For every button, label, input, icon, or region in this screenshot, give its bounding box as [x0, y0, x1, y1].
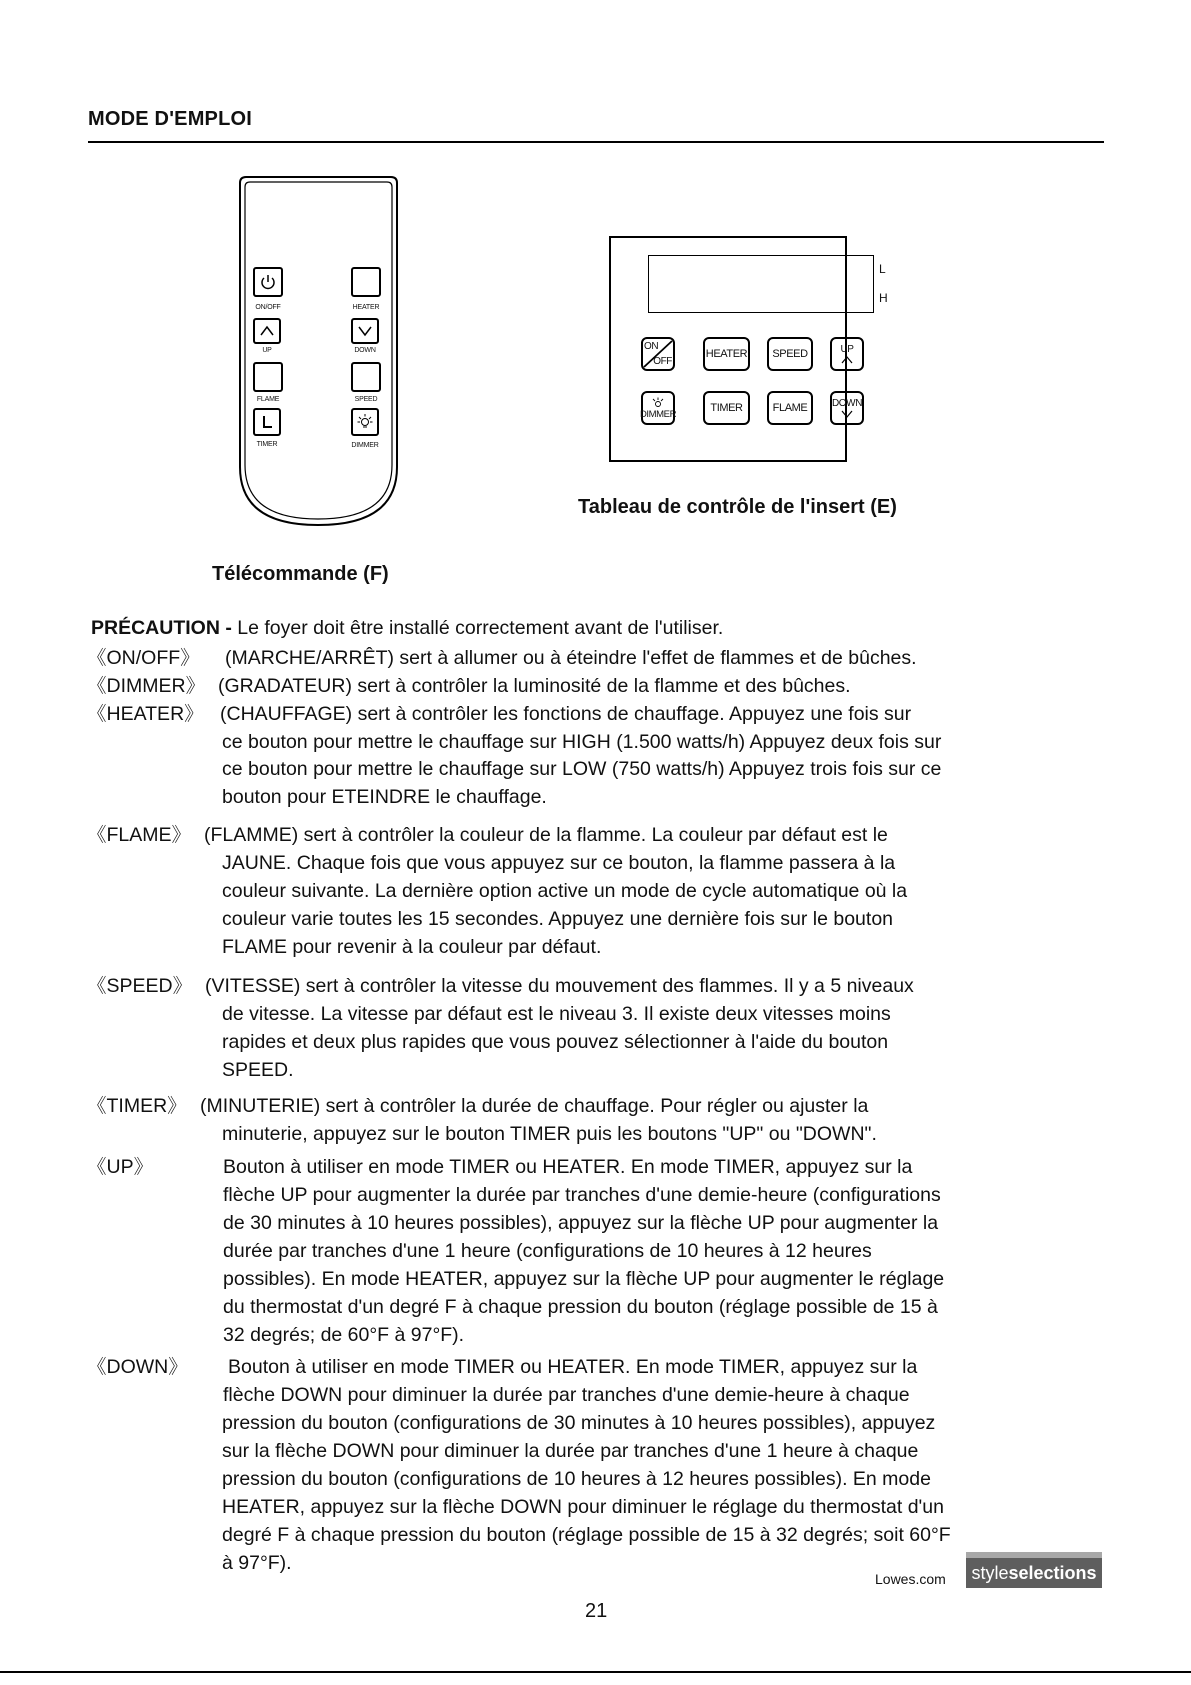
- remote-label-heater: HEATER: [352, 304, 380, 311]
- entry-tag-on-off: 《ON/OFF》: [87, 647, 200, 669]
- entry-line: ce bouton pour mettre le chauffage sur HIGH (1.500 watts/h) Appuyez deux fois sur: [222, 731, 942, 753]
- panel-on-label: ON: [644, 341, 659, 352]
- precaution-label: PRÉCAUTION -: [91, 617, 232, 639]
- remote-speed-button: [351, 362, 381, 392]
- remote-down-button: [351, 318, 379, 344]
- entry-line: SPEED.: [222, 1059, 294, 1081]
- panel-heater-button: [703, 337, 750, 371]
- bulb-icon: [356, 413, 374, 431]
- remote-dimmer-button: [351, 408, 379, 436]
- brand-logo-part-a: style: [971, 1562, 1009, 1583]
- panel-dimmer-button: [641, 391, 675, 425]
- remote-control-illustration: [238, 175, 399, 527]
- panel-up-button: [830, 337, 864, 371]
- panel-dimmer-label: DIMMER: [639, 408, 677, 420]
- entry-line: flèche DOWN pour diminuer la durée par tranches d'une demie-heure à chaque: [223, 1384, 910, 1406]
- entry-line: pression du bouton (configurations de 10 heures à 12 heures possibles). En mode: [222, 1468, 931, 1490]
- entry-line: couleur suivante. La dernière option active un mode de cycle automatique où la: [222, 880, 908, 902]
- remote-timer-button: [253, 408, 281, 436]
- panel-heater-label: HEATER: [705, 347, 748, 360]
- panel-timer-button: [703, 391, 750, 425]
- entry-line: FLAME pour revenir à la couleur par défaut.: [222, 936, 602, 958]
- entry-line: à 97°F).: [222, 1552, 292, 1574]
- entry-line: (FLAMME) sert à contrôler la couleur de la flamme. La couleur par défaut est le: [204, 824, 888, 846]
- entry-tag-flame: 《FLAME》: [87, 824, 192, 846]
- remote-flame-button: [253, 362, 283, 392]
- entry-line: du thermostat d'un degré F à chaque pression du bouton (réglage possible de 15 à: [223, 1296, 938, 1318]
- page-number: 21: [585, 1600, 608, 1622]
- remote-up-button: [253, 318, 281, 344]
- panel-flame-button: [767, 391, 813, 425]
- remote-label-on-off: ON/OFF: [255, 304, 281, 311]
- entry-line: flèche UP pour augmenter la durée par tranches d'une demie-heure (configurations: [223, 1184, 941, 1206]
- entry-line: HEATER, appuyez sur la flèche DOWN pour diminuer le réglage du thermostat d'un: [222, 1496, 944, 1518]
- footer-site: Lowes.com: [875, 1571, 946, 1587]
- remote-power-button: [253, 267, 283, 297]
- entry-line: couleur varie toutes les 15 secondes. Appuyez une dernière fois sur le bouton: [222, 908, 894, 930]
- panel-timer-label: TIMER: [710, 401, 743, 414]
- panel-on-off-button: [641, 337, 675, 371]
- entry-tag-timer: 《TIMER》: [87, 1095, 187, 1117]
- entry-line: (VITESSE) sert à contrôler la vitesse du mouvement des flammes. Il y a 5 niveaux: [205, 975, 914, 997]
- entry-line: ce bouton pour mettre le chauffage sur LOW (750 watts/h) Appuyez trois fois sur ce: [222, 758, 942, 780]
- title-rule: [88, 141, 1104, 143]
- panel-flame-label: FLAME: [772, 401, 808, 414]
- entry-line: Bouton à utiliser en mode TIMER ou HEATER. En mode TIMER, appuyez sur la: [228, 1356, 918, 1378]
- remote-label-timer: TIMER: [256, 441, 278, 448]
- entry-line: pression du bouton (configurations de 30 minutes à 10 heures possibles), appuyez: [222, 1412, 936, 1434]
- precaution-line: [91, 617, 723, 640]
- entry-tag-heater: 《HEATER》: [87, 703, 204, 725]
- power-icon: [259, 273, 277, 291]
- chevron-up-icon: [840, 355, 854, 364]
- entry-tag-dimmer: 《DIMMER》: [87, 675, 206, 697]
- brand-logo-part-b: selections: [1008, 1562, 1097, 1583]
- entry-line: (MINUTERIE) sert à contrôler la durée de chauffage. Pour régler ou ajuster la: [200, 1095, 869, 1117]
- entry-line: sur la flèche DOWN pour diminuer la durée par tranches d'une 1 heure à chaque: [222, 1440, 919, 1462]
- bottom-rule: [0, 1671, 1191, 1673]
- remote-caption: Télécommande (F): [212, 563, 389, 585]
- panel-speed-label: SPEED: [772, 347, 808, 360]
- remote-heater-button: [351, 267, 381, 297]
- entry-line: possibles). En mode HEATER, appuyez sur la flèche UP pour augmenter le réglage: [223, 1268, 945, 1290]
- remote-label-flame: FLAME: [256, 396, 280, 403]
- bulb-icon: [651, 397, 665, 409]
- remote-label-up: UP: [262, 347, 272, 354]
- section-title: MODE D'EMPLOI: [88, 108, 253, 130]
- chevron-down-icon: [357, 325, 373, 337]
- entry-line: JAUNE. Chaque fois que vous appuyez sur ce bouton, la flamme passera à la: [222, 852, 896, 874]
- panel-off-label: OFF: [653, 356, 672, 367]
- entry-line: (CHAUFFAGE) sert à contrôler les fonctions de chauffage. Appuyez une fois sur: [220, 703, 912, 725]
- entry-line: bouton pour ETEINDRE le chauffage.: [222, 786, 547, 808]
- chevron-up-icon: [259, 325, 275, 337]
- panel-display: [648, 255, 874, 313]
- panel-level-low: L: [879, 262, 886, 276]
- panel-level-high: H: [879, 291, 888, 305]
- entry-line: (GRADATEUR) sert à contrôler la luminosité de la flamme et des bûches.: [218, 675, 851, 697]
- remote-label-speed: SPEED: [354, 396, 378, 403]
- entry-line: rapides et deux plus rapides que vous pouvez sélectionner à l'aide du bouton: [222, 1031, 889, 1053]
- entry-line: degré F à chaque pression du bouton (réglage possible de 15 à 32 degrés; soit 60°F: [222, 1524, 951, 1546]
- entry-line: 32 degrés; de 60°F à 97°F).: [223, 1324, 465, 1346]
- brand-logo: [966, 1552, 1102, 1588]
- entry-tag-speed: 《SPEED》: [87, 975, 193, 997]
- panel-up-label: UP: [840, 344, 854, 355]
- panel-down-label: DOWN: [831, 398, 863, 409]
- remote-label-dimmer: DIMMER: [351, 442, 379, 449]
- entry-line: de vitesse. La vitesse par défaut est le niveau 3. Il existe deux vitesses moins: [222, 1003, 891, 1025]
- panel-speed-button: [767, 337, 813, 371]
- entry-line: de 30 minutes à 10 heures possibles), appuyez sur la flèche UP pour augmenter la: [223, 1212, 939, 1234]
- panel-down-button: [830, 391, 864, 425]
- entry-tag-down: 《DOWN》: [87, 1356, 188, 1378]
- chevron-down-icon: [840, 409, 854, 418]
- entry-line: (MARCHE/ARRÊT) sert à allumer ou à éteindre l'effet de flammes et de bûches.: [225, 647, 917, 669]
- timer-icon: [260, 415, 274, 429]
- entry-line: Bouton à utiliser en mode TIMER ou HEATER. En mode TIMER, appuyez sur la: [223, 1156, 913, 1178]
- remote-label-down: DOWN: [354, 347, 376, 354]
- entry-line: minuterie, appuyez sur le bouton TIMER puis les boutons "UP" ou "DOWN".: [222, 1123, 877, 1145]
- entry-tag-up: 《UP》: [87, 1156, 154, 1178]
- entry-line: durée par tranches d'une 1 heure (configurations de 10 heures à 12 heures: [223, 1240, 872, 1262]
- precaution-text: Le foyer doit être installé correctement avant de l'utiliser.: [231, 617, 724, 639]
- panel-caption: Tableau de contrôle de l'insert (E): [578, 496, 897, 518]
